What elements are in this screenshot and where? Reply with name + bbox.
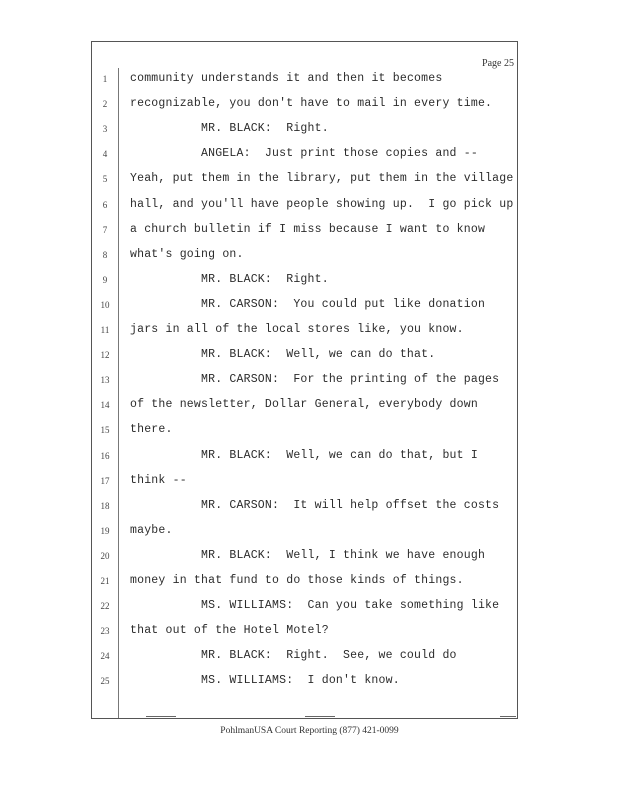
line-text: MS. WILLIAMS: Can you take something like (201, 599, 500, 613)
line-text: money in that fund to do those kinds of things. (130, 574, 464, 587)
line-number: 12 (100, 350, 110, 361)
line-text: that out of the Hotel Motel? (130, 624, 329, 638)
line-number: 13 (100, 375, 110, 386)
transcript-line (0, 499, 619, 519)
line-number: 19 (100, 525, 110, 536)
transcript-line (0, 172, 619, 192)
line-text: hall, and you'll have people showing up. I go pick up (130, 197, 514, 211)
bottom-dash-center (305, 716, 335, 717)
line-number: 4 (102, 149, 108, 160)
line-number: 17 (100, 475, 110, 486)
transcript-line (0, 624, 619, 644)
transcript-line (0, 674, 619, 694)
line-number: 10 (100, 299, 110, 310)
transcript-line (0, 223, 619, 243)
line-number: 24 (100, 651, 110, 662)
line-number: 18 (100, 500, 110, 511)
transcript-line (0, 273, 619, 293)
transcript-line (0, 423, 619, 443)
line-number: 6 (102, 199, 108, 210)
transcript-line (0, 147, 619, 167)
transcript-line (0, 474, 619, 494)
line-text: think -- (130, 473, 187, 487)
line-number: 8 (102, 249, 108, 260)
line-text: there. (130, 423, 173, 437)
transcript-line (0, 198, 619, 218)
line-text: MR. CARSON: For the printing of the pages (201, 373, 500, 387)
line-text: MR. CARSON: It will help offset the costs (201, 498, 500, 512)
page-number: Page 25 (482, 58, 514, 69)
line-number: 14 (100, 400, 110, 411)
transcript-line (0, 574, 619, 594)
line-text: ANGELA: Just print those copies and -- (201, 147, 478, 161)
transcript-line (0, 97, 619, 117)
line-text: MS. WILLIAMS: I don't know. (201, 674, 400, 688)
line-number: 7 (102, 224, 108, 235)
bottom-dash-left (146, 716, 176, 717)
transcript-line (0, 248, 619, 268)
line-number: 5 (102, 174, 108, 185)
line-text: MR. BLACK: Right. (201, 272, 329, 286)
line-text: of the newsletter, Dollar General, everybody down (130, 398, 478, 412)
line-number: 1 (102, 74, 108, 84)
line-text: MR. BLACK: Well, I think we have enough (201, 548, 486, 562)
transcript-line (0, 449, 619, 469)
line-text: community understands it and then it becomes (130, 72, 443, 85)
line-number: 15 (100, 425, 110, 436)
line-number: 25 (100, 676, 110, 687)
line-number: 22 (100, 601, 110, 612)
transcript-line (0, 348, 619, 368)
line-text: what's going on. (130, 247, 244, 261)
line-number: 3 (102, 124, 108, 135)
line-number: 2 (102, 99, 108, 110)
transcript-line (0, 524, 619, 544)
line-text: MR. BLACK: Right. (201, 122, 329, 136)
line-text: MR. BLACK: Well, we can do that. (201, 348, 436, 362)
line-number: 20 (100, 550, 110, 561)
line-number: 23 (100, 626, 110, 637)
line-number: 9 (102, 274, 108, 285)
transcript-line (0, 323, 619, 343)
transcript-line (0, 649, 619, 669)
transcript-line (0, 122, 619, 142)
line-number: 11 (100, 325, 110, 335)
court-reporter-footer: PohlmanUSA Court Reporting (877) 421-0099 (220, 726, 399, 736)
line-text: maybe. (130, 523, 173, 537)
transcript-line (0, 599, 619, 619)
bottom-dash-right (500, 716, 516, 717)
transcript-line (0, 373, 619, 393)
transcript-line (0, 298, 619, 318)
line-text: MR. CARSON: You could put like donation (201, 297, 486, 311)
line-text: recognizable, you don't have to mail in every time. (130, 97, 493, 111)
transcript-line (0, 398, 619, 418)
transcript-line (0, 72, 619, 92)
line-text: a church bulletin if I miss because I want to know (130, 222, 486, 236)
line-text: MR. BLACK: Right. See, we could do (201, 649, 457, 663)
line-text: MR. BLACK: Well, we can do that, but I (201, 448, 478, 462)
transcript-line (0, 549, 619, 569)
line-text: jars in all of the local stores like, you know. (130, 323, 464, 336)
line-number: 16 (100, 450, 110, 461)
line-number: 21 (100, 576, 110, 586)
line-text: Yeah, put them in the library, put them in the village (130, 172, 514, 186)
